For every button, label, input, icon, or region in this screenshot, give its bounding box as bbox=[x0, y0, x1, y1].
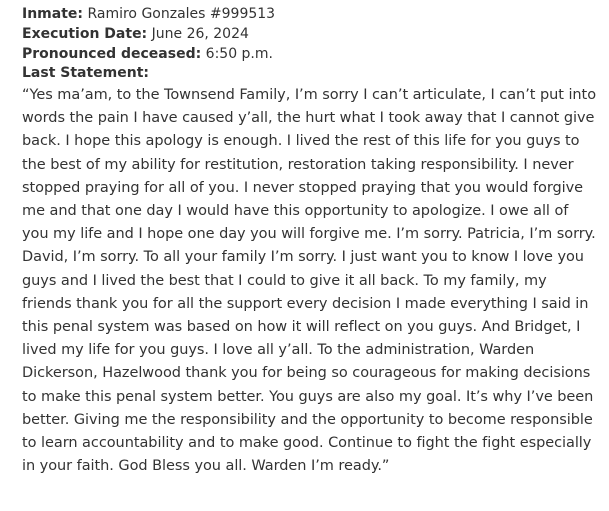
execution-date-row bbox=[22, 24, 599, 44]
inmate-row bbox=[22, 4, 599, 24]
inmate-value: Ramiro Gonzales #999513 bbox=[87, 6, 276, 22]
execution-date-value: June 26, 2024 bbox=[151, 26, 249, 42]
pronounced-row bbox=[22, 44, 599, 64]
pronounced-label: Pronounced deceased: bbox=[22, 46, 202, 62]
inmate-label: Inmate: bbox=[22, 6, 83, 22]
last-statement-text: “Yes ma’am, to the Townsend Family, I’m sorry I can’t articulate, I can’t put into words the pain I have caused y’all, the hurt what I took away that I cannot give back. I hope this apology is enough. I lived the rest of this life for you guys to the best of my ability for restitution, restoration taking responsibility. I never stopped praying for all of you. I never stopped praying that you would forgive me and that one day I would have this opportunity to apologize. I owe all of you my life and I hope one day you will forgive me. I’m sorry. Patricia, I’m sorry. David, I’m sorry. To all your family I’m sorry. I just want you to know I love you guys and I lived the best that I could to give it all back. To my family, my friends thank you for all the support every decision I made everything I said in this penal system was based on how it will reflect on you guys. And Bridget, I lived my life for you guys. I love all y’all. To the administration, Warden Dickerson, Hazelwood thank you for being so courageous for making decisions to make this penal system better. You guys are also my goal. It’s why I’ve been better. Giving me the responsibility and the opportunity to become responsible to learn accountability and to make good. Continue to fight the fight especially in your faith. God Bless you all. Warden I’m ready.” bbox=[22, 87, 597, 475]
pronounced-value: 6:50 p.m. bbox=[205, 46, 273, 62]
execution-date-label: Execution Date: bbox=[22, 26, 148, 42]
last-statement-label: Last Statement: bbox=[22, 65, 150, 81]
